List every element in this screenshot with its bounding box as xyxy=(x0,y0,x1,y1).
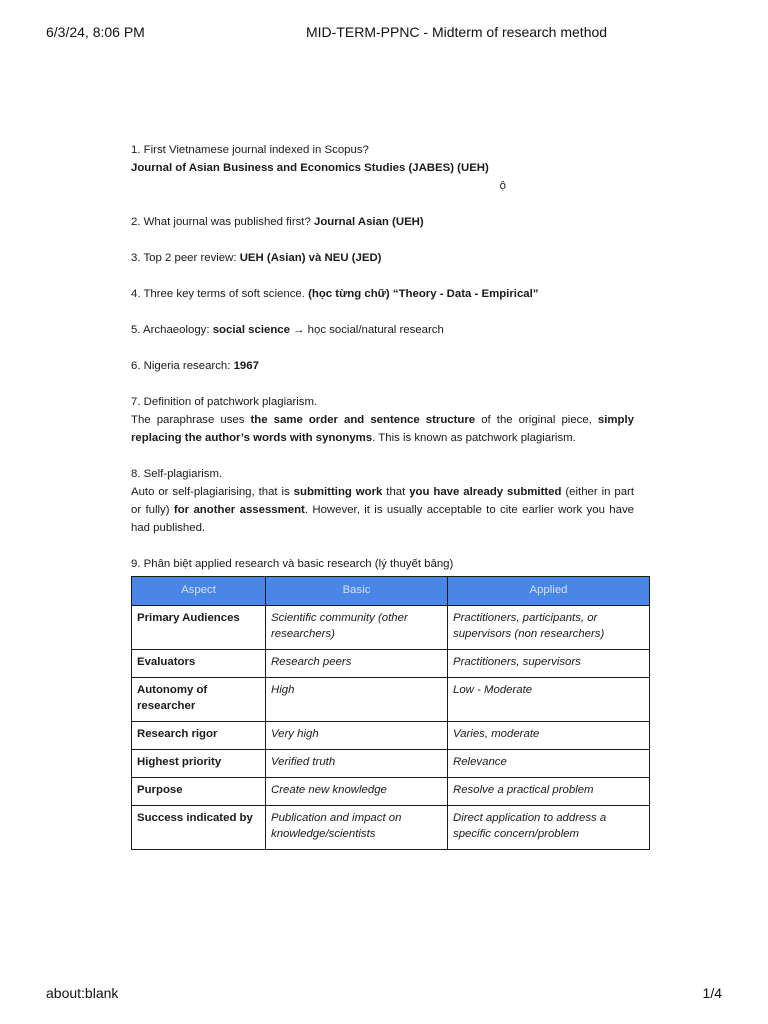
question-4 xyxy=(131,285,634,303)
header-basic: Basic xyxy=(266,577,448,606)
applied-cell: Low - Moderate xyxy=(448,678,650,722)
answer-emphasis: simply replacing the author’s words with synonyms xyxy=(131,414,635,444)
table-row xyxy=(132,778,650,806)
answer-note: → học social/natural research xyxy=(289,324,444,336)
answer-text: 1967 xyxy=(233,360,259,372)
answer-span: Auto or self-plagiarising, that is xyxy=(131,486,294,498)
basic-cell: Very high xyxy=(266,722,448,750)
aspect-cell: Highest priority xyxy=(132,750,266,778)
question-1 xyxy=(131,141,634,195)
table-row xyxy=(132,650,650,678)
question-text: 7. Definition of patchwork plagiarism. xyxy=(131,396,318,408)
table-header-row xyxy=(132,577,650,606)
print-title: MID-TERM-PPNC - Midterm of research method xyxy=(306,24,608,40)
basic-cell: Scientific community (other researchers) xyxy=(266,606,448,650)
applied-cell: Varies, moderate xyxy=(448,722,650,750)
question-9 xyxy=(131,555,634,850)
basic-cell: Publication and impact on knowledge/scientists xyxy=(266,806,448,850)
answer-text: Journal of Asian Business and Economics Studies (JABES) (UEH) xyxy=(131,162,489,174)
aspect-cell: Autonomy of researcher xyxy=(132,678,266,722)
table-row xyxy=(132,750,650,778)
answer-emphasis: the same order and sentence structure xyxy=(250,414,476,426)
table-row xyxy=(132,606,650,650)
basic-cell: High xyxy=(266,678,448,722)
page-number: 1/4 xyxy=(702,985,722,1001)
basic-cell: Create new knowledge xyxy=(266,778,448,806)
question-2 xyxy=(131,213,634,231)
table-row xyxy=(132,678,650,722)
question-text: 3. Top 2 peer review: xyxy=(131,252,240,264)
question-text: 9. Phân biệt applied research và basic research (lý thuyết bảng) xyxy=(131,558,454,570)
basic-cell: Research peers xyxy=(266,650,448,678)
aspect-cell: Purpose xyxy=(132,778,266,806)
question-6 xyxy=(131,357,634,375)
aspect-cell: Evaluators xyxy=(132,650,266,678)
question-text: 4. Three key terms of soft science. xyxy=(131,288,309,300)
table-row xyxy=(132,722,650,750)
question-text: 2. What journal was published first? xyxy=(131,216,314,228)
question-8 xyxy=(131,465,634,537)
aspect-cell: Success indicated by xyxy=(132,806,266,850)
comparison-table xyxy=(131,576,650,850)
answer-span: . However, it is usually acceptable to cite earlier work you have had published. xyxy=(131,504,634,534)
question-3 xyxy=(131,249,634,267)
applied-cell: Relevance xyxy=(448,750,650,778)
answer-span: that xyxy=(382,486,410,498)
question-text: 5. Archaeology: xyxy=(131,324,213,336)
aspect-cell: Primary Audiences xyxy=(132,606,266,650)
print-header xyxy=(46,24,722,42)
answer-emphasis: for another assessment xyxy=(173,504,305,516)
applied-cell: Practitioners, participants, or supervisors (non researchers) xyxy=(448,606,650,650)
basic-cell: Verified truth xyxy=(266,750,448,778)
applied-cell: Practitioners, supervisors xyxy=(448,650,650,678)
question-text: 8. Self-plagiarism. xyxy=(131,468,223,480)
answer-span: The paraphrase uses xyxy=(131,414,251,426)
applied-cell: Resolve a practical problem xyxy=(448,778,650,806)
answer-span: of the original piece, xyxy=(475,414,598,426)
print-url: about:blank xyxy=(46,985,119,1001)
answer-text: social science xyxy=(212,324,290,336)
aspect-cell: Research rigor xyxy=(132,722,266,750)
answer-paragraph xyxy=(131,411,634,447)
header-aspect: Aspect xyxy=(132,577,266,606)
document-body xyxy=(131,141,634,850)
answer-text: (học từng chữ) “Theory - Data - Empirical” xyxy=(308,288,539,300)
question-text: 1. First Vietnamese journal indexed in Scopus? xyxy=(131,144,369,156)
answer-paragraph xyxy=(131,483,634,537)
table-row xyxy=(132,806,650,850)
answer-span: . This is known as patchwork plagiarism. xyxy=(372,432,576,444)
applied-cell: Direct application to address a specific concern/problem xyxy=(448,806,650,850)
answer-emphasis: submitting work xyxy=(293,486,383,498)
question-text: 6. Nigeria research: xyxy=(131,360,234,372)
answer-span: (either in part or fully) xyxy=(131,486,634,516)
stray-character: ộ xyxy=(499,180,506,192)
answer-emphasis: you have already submitted xyxy=(409,486,562,498)
answer-text: Journal Asian (UEH) xyxy=(313,216,424,228)
print-datetime: 6/3/24, 8:06 PM xyxy=(46,24,145,40)
answer-text: UEH (Asian) và NEU (JED) xyxy=(239,252,382,264)
header-applied: Applied xyxy=(448,577,650,606)
question-7 xyxy=(131,393,634,447)
question-5 xyxy=(131,321,634,339)
